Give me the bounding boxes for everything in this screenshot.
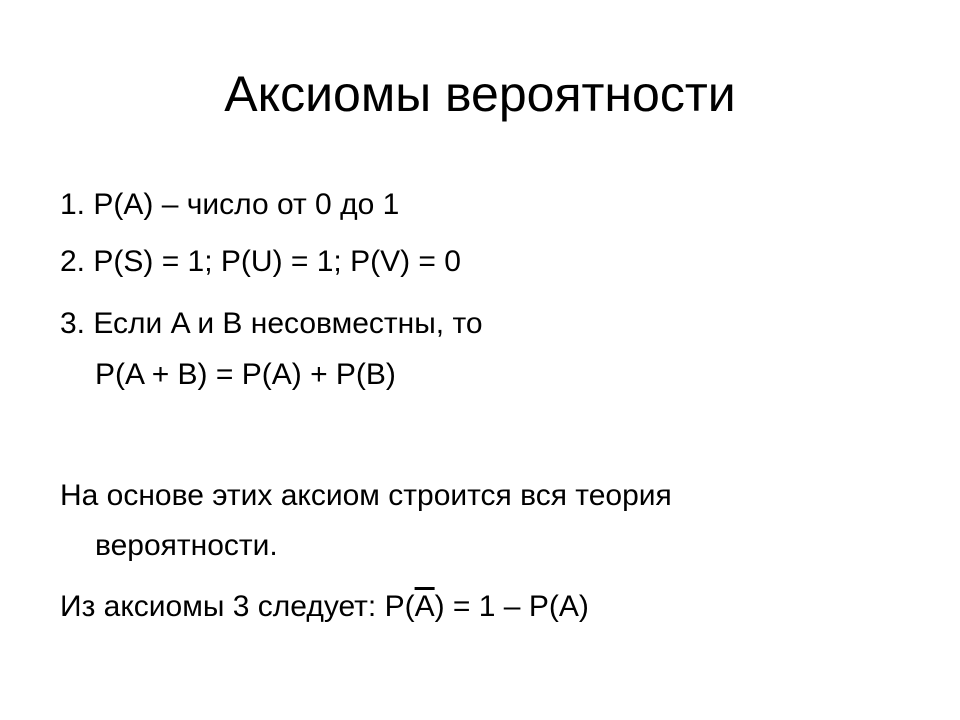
consequence-line xyxy=(60,588,589,626)
axiom-1: 1. P(A) – число от 0 до 1 xyxy=(60,188,400,221)
consequence-suffix: ) = 1 – P(A) xyxy=(434,590,589,623)
complement-event: $\overline{A}$ xyxy=(414,590,435,623)
slide-title: Аксиомы вероятности xyxy=(224,66,736,122)
consequence-prefix: Из аксиомы 3 следует: P( xyxy=(60,590,415,623)
note-line-1: На основе этих аксиом строится вся теория xyxy=(60,479,672,512)
note-line-2: вероятности. xyxy=(95,529,278,562)
axiom-2: 2. P(S) = 1; P(U) = 1; P(V) = 0 xyxy=(60,245,461,278)
axiom-3: 3. Если A и B несовместны, то xyxy=(60,307,483,340)
axiom-3-formula: P(A + B) = P(A) + P(B) xyxy=(95,358,396,391)
